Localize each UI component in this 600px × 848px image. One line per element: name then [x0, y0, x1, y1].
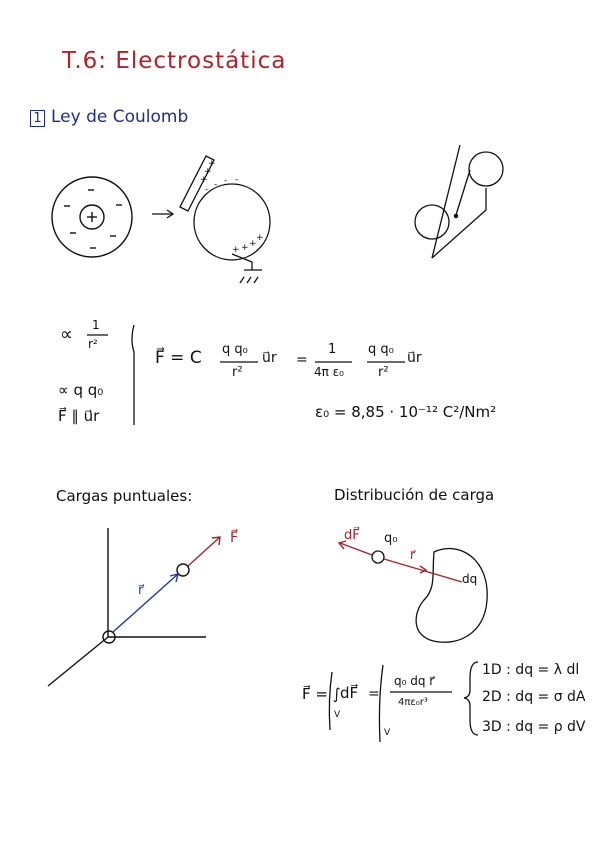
point-charges-label: Cargas puntuales: — [56, 487, 193, 505]
dF-label: dF⃗ — [344, 528, 360, 543]
page-title: T.6: Electrostática — [62, 48, 287, 74]
distribution-label: Distribución de carga — [334, 486, 495, 504]
prop3-text: F⃗ ∥ u⃗r — [58, 407, 100, 425]
svg-text:+: + — [249, 239, 257, 249]
section-label: Ley de Coulomb — [51, 107, 189, 127]
svg-text:+: + — [256, 233, 264, 243]
pendulum-diagram — [415, 145, 503, 258]
force-vector-label: F⃗ — [230, 530, 239, 546]
integral-sub-v1: V — [334, 710, 341, 720]
distribution-diagram — [372, 549, 487, 643]
svg-text:+: + — [232, 245, 240, 255]
svg-text:-: - — [214, 180, 218, 190]
r-vector-label: r⃗ — [410, 548, 415, 562]
prop1-denominator: r² — [88, 337, 98, 351]
svg-text:+: + — [208, 159, 216, 169]
integral-frac-numerator: q₀ dq r⃗ — [394, 674, 435, 688]
unit-vector-ur: u⃗r — [262, 350, 277, 366]
frac3-denominator: r² — [378, 365, 389, 380]
frac2-denominator: 4π ε₀ — [314, 365, 344, 379]
position-vector-label: r⃗ — [138, 583, 144, 598]
integral-frac-denominator: 4πε₀r³ — [398, 697, 428, 708]
svg-text:-: - — [235, 175, 239, 185]
integral-lhs: F⃗ = ∫ — [302, 685, 341, 703]
prop1-numerator: 1 — [92, 318, 100, 332]
equals-sign: = — [296, 352, 308, 368]
prop2-text: ∝ q q₀ — [58, 381, 104, 399]
svg-text:+: + — [241, 243, 249, 253]
proportional-symbol: ∝ — [60, 324, 73, 345]
svg-text:-: - — [224, 176, 228, 186]
integral-sub-v2: V — [384, 728, 391, 738]
force-lhs: F⃗ = C — [155, 348, 202, 368]
section-number: 1 — [30, 110, 45, 127]
q0-label: q₀ — [384, 531, 398, 546]
svg-text:+: + — [204, 167, 212, 177]
unit-vector-ur-2: u⃗r — [407, 350, 422, 366]
frac2-numerator: 1 — [328, 342, 337, 357]
frac1-denominator: r² — [232, 365, 243, 380]
charged-sphere-diagram — [52, 177, 132, 257]
integral-equals: = — [368, 686, 380, 702]
dq-label: dq — [462, 572, 478, 586]
integral-dF: dF⃗ — [340, 684, 359, 702]
frac3-numerator: q q₀ — [368, 342, 394, 357]
frac1-numerator: q q₀ — [222, 342, 248, 357]
case-1d: 1D : dq = λ dl — [482, 662, 580, 678]
svg-text:-: - — [205, 185, 209, 195]
epsilon-value: ε₀ = 8,85 · 10⁻¹² C²/Nm² — [315, 403, 497, 421]
case-3d: 3D : dq = ρ dV — [482, 719, 586, 735]
case-2d: 2D : dq = σ dA — [482, 689, 586, 705]
svg-text:+: + — [200, 175, 208, 185]
axes-diagram — [48, 528, 206, 686]
arrow-icon — [152, 210, 173, 218]
